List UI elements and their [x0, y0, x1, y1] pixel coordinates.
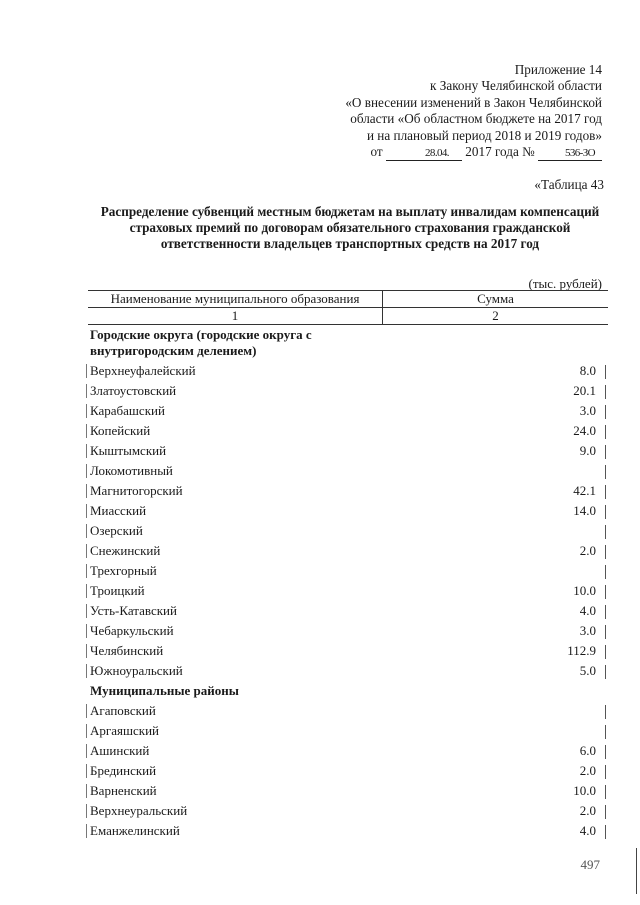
table-row: [88, 761, 608, 781]
municipality-name: Озерский: [90, 523, 143, 538]
row-left-rule: [86, 824, 87, 838]
table-row: [88, 581, 608, 601]
municipality-name: Миасский: [90, 503, 147, 518]
row-right-rule: [605, 785, 606, 799]
page-number: 497: [580, 857, 600, 872]
subvention-amount: 4.0: [579, 603, 596, 618]
row-right-rule: [605, 825, 606, 839]
municipality-name: Чебаркульский: [90, 623, 174, 638]
subvention-amount: 42.1: [573, 483, 596, 498]
municipality-name: Златоустовский: [90, 383, 177, 398]
table-row: [88, 821, 608, 841]
municipality-name: Копейский: [90, 423, 151, 438]
subvention-amount: 8.0: [579, 363, 596, 378]
municipality-name: Челябинский: [90, 643, 164, 658]
law-date: 28.04.: [386, 147, 462, 161]
subvention-amount: 9.0: [579, 443, 596, 458]
table-row: [88, 401, 608, 421]
table-header-row: [88, 290, 608, 308]
row-left-rule: [86, 444, 87, 458]
table-row: [88, 361, 608, 381]
header-sum: Сумма: [477, 291, 514, 306]
row-left-rule: [86, 664, 87, 678]
subvention-amount: 3.0: [579, 623, 596, 638]
subvention-amount: 24.0: [573, 423, 596, 438]
table-label: «Таблица 43: [534, 177, 604, 192]
subvention-amount: 6.0: [579, 743, 596, 758]
law-date-line: [345, 144, 602, 161]
row-right-rule: [605, 805, 606, 819]
municipality-name: Аргаяшский: [90, 723, 159, 738]
row-right-rule: [605, 585, 606, 599]
document-title: Распределение субвенций местным бюджетам на выплату инвалидам компенсаций страховых премий по договорам обязательного страхования гражданской ответственности владельцев транспортных средств на 2017 год: [100, 204, 600, 251]
district-rows: [88, 701, 608, 841]
row-right-rule: [605, 565, 606, 579]
row-right-rule: [605, 465, 606, 479]
municipality-name: Ашинский: [90, 743, 150, 758]
subvention-amount: 3.0: [579, 403, 596, 418]
row-left-rule: [86, 524, 87, 538]
row-left-rule: [86, 504, 87, 518]
urban-rows: [88, 361, 608, 681]
table-row: [88, 481, 608, 501]
appendix-line: и на плановый период 2018 и 2019 годов»: [366, 127, 602, 143]
municipality-name: Магнитогорский: [90, 483, 183, 498]
appendix-line: «О внесении изменений в Закон Челябинской: [345, 94, 602, 110]
subvention-amount: 5.0: [579, 663, 596, 678]
appendix-header: [345, 62, 602, 161]
subvention-amount: [410, 521, 608, 541]
subvention-amount: 10.0: [573, 583, 596, 598]
column-number-2: 2: [492, 308, 499, 323]
subvention-table: [88, 290, 608, 841]
table-row: [88, 441, 608, 461]
municipality-name: Брединский: [90, 763, 157, 778]
law-number: 536-ЗО: [538, 147, 602, 161]
subvention-amount: 2.0: [579, 543, 596, 558]
row-right-rule: [605, 645, 606, 659]
municipality-name: Кыштымский: [90, 443, 167, 458]
municipality-name: Снежинский: [90, 543, 161, 558]
row-right-rule: [605, 765, 606, 779]
municipality-name: Усть-Катавский: [90, 603, 177, 618]
appendix-line: к Закону Челябинской области: [430, 78, 602, 94]
table-row: [88, 521, 608, 541]
section-heading-districts: Муниципальные районы: [90, 683, 239, 698]
row-left-rule: [86, 704, 87, 718]
municipality-name: Трехгорный: [90, 563, 157, 578]
table-row: [88, 621, 608, 641]
table-row: [88, 781, 608, 801]
table-row: [88, 741, 608, 761]
row-right-rule: [605, 485, 606, 499]
municipality-name: Троицкий: [90, 583, 145, 598]
row-right-rule: [605, 605, 606, 619]
row-right-rule: [605, 365, 606, 379]
municipality-name: Еманжелинский: [90, 823, 180, 838]
row-right-rule: [605, 625, 606, 639]
subvention-amount: [410, 701, 608, 721]
subvention-amount: [410, 561, 608, 581]
table-row: [88, 641, 608, 661]
row-left-rule: [86, 604, 87, 618]
row-left-rule: [86, 544, 87, 558]
table-row: [88, 501, 608, 521]
subvention-amount: 14.0: [573, 503, 596, 518]
row-left-rule: [86, 804, 87, 818]
row-right-rule: [605, 725, 606, 739]
header-name: Наименование муниципального образования: [88, 291, 383, 307]
row-right-rule: [605, 665, 606, 679]
date-prefix: от: [370, 144, 383, 160]
scan-edge-mark: [636, 848, 637, 894]
subvention-amount: [410, 721, 608, 741]
table-row: [88, 661, 608, 681]
column-number-row: [88, 308, 608, 325]
row-right-rule: [605, 425, 606, 439]
subvention-amount: [410, 461, 608, 481]
row-left-rule: [86, 564, 87, 578]
column-number-1: 1: [88, 308, 383, 324]
units-label: (тыс. рублей): [528, 276, 602, 291]
subvention-amount: 20.1: [573, 383, 596, 398]
row-right-rule: [605, 405, 606, 419]
table-row: [88, 461, 608, 481]
row-left-rule: [86, 484, 87, 498]
table-row: [88, 721, 608, 741]
year-text: 2017 года №: [465, 144, 535, 160]
municipality-name: Южноуральский: [90, 663, 183, 678]
municipality-name: Верхнеуральский: [90, 803, 188, 818]
row-left-rule: [86, 584, 87, 598]
appendix-line: Приложение 14: [514, 62, 602, 77]
row-right-rule: [605, 505, 606, 519]
row-left-rule: [86, 724, 87, 738]
row-right-rule: [605, 445, 606, 459]
municipality-name: Агаповский: [90, 703, 156, 718]
row-left-rule: [86, 364, 87, 378]
subvention-amount: 2.0: [579, 803, 596, 818]
municipality-name: Варненский: [90, 783, 157, 798]
row-left-rule: [86, 404, 87, 418]
table-row: [88, 381, 608, 401]
table-row: [88, 601, 608, 621]
table-row: [88, 561, 608, 581]
row-left-rule: [86, 784, 87, 798]
table-row: [88, 801, 608, 821]
section-heading-urban: Городские округа (городские округа с внутригородским делением): [90, 327, 312, 358]
row-left-rule: [86, 464, 87, 478]
subvention-amount: 112.9: [567, 643, 596, 658]
row-right-rule: [605, 385, 606, 399]
row-left-rule: [86, 644, 87, 658]
municipality-name: Верхнеуфалейский: [90, 363, 196, 378]
appendix-line: области «Об областном бюджете на 2017 год: [350, 111, 602, 127]
subvention-amount: 10.0: [573, 783, 596, 798]
subvention-amount: 4.0: [579, 823, 596, 838]
row-left-rule: [86, 384, 87, 398]
row-right-rule: [605, 745, 606, 759]
row-left-rule: [86, 764, 87, 778]
table-row: [88, 701, 608, 721]
subvention-amount: 2.0: [579, 763, 596, 778]
municipality-name: Карабашский: [90, 403, 165, 418]
municipality-name: Локомотивный: [90, 463, 173, 478]
row-left-rule: [86, 624, 87, 638]
row-right-rule: [605, 545, 606, 559]
row-right-rule: [605, 525, 606, 539]
table-row: [88, 541, 608, 561]
row-left-rule: [86, 424, 87, 438]
table-row: [88, 421, 608, 441]
row-left-rule: [86, 744, 87, 758]
row-right-rule: [605, 705, 606, 719]
